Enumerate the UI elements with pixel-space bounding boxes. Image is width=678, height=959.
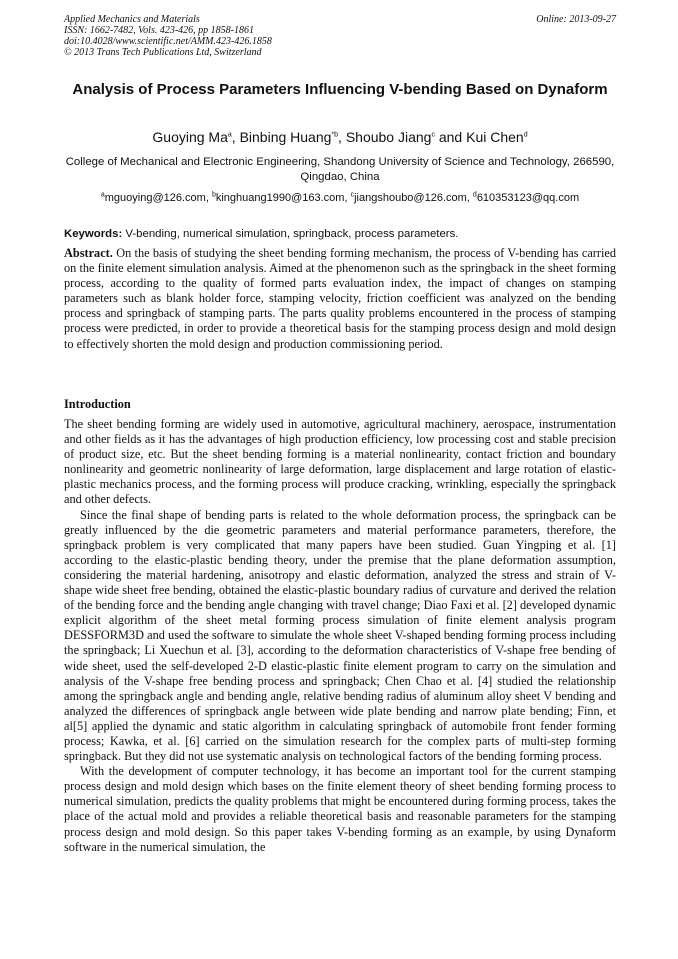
email-list: $^a$mguoying@126.com, $^b$kinghuang1990@163.com, $^c$jiangshoubo@126.com, $^d$610353123@qq.com (100, 191, 580, 204)
author-sup: d (523, 131, 528, 139)
email-address: jiangshoubo@126.com (354, 192, 467, 204)
author-list (64, 128, 616, 146)
email-sup: b (211, 191, 216, 199)
paragraph: Since the final shape of bending parts is related to the whole deformation process, the springback can be greatly influenced by the die geometric parameters and material performance parameters, therefore, the springback problem is very complicated that many papers have been studied. Guan Yingping et al. [1] according to the elastic-plastic bending theory, under the premise that the plane deformation assumption, considering the material hardening, anisotropy and elastic deformation, analyzed the stress and strain of V-shape wide sheet free bending, obtained the elastic-plastic boundary radius of curvature and derived the relation of the bending force and the bending angle changing with travel change; Diao Faxi et al. [2] developed dynamic explicit algorithm of the sheet metal forming process simulation of finite element analysis program DESSFORM3D and used the software to simulate the whole sheet V-shaped bending forming process including the springback; Li Xuechun et al. [3], according to the deformation characteristics of V-shape free bending of wide sheet, used the self-developed 2-D elastic-plastic finite element program to carry on the simulation and analysis of the V-shape free bending process and springback; Chen Chao et al. [4] studied the relationship among the springback angle and bending angle, relative bending radius of aluminum alloy sheet V bending and analyzed the differences of springback angle between wide plate bending and narrow plate bending; Finn, et al[5] applied the dynamic and static algorithm in calculating springback of automobile front fender forming process; Kawka, et al. [6] carried on the simulation research for the complex parts of multi-step forming springback. But they did not use systematic analysis on technological factors of the bending forming process. (64, 507, 616, 764)
journal-header (64, 14, 616, 58)
journal-copyright: © 2013 Trans Tech Publications Ltd, Switzerland (64, 47, 262, 58)
journal-doi: doi:10.4028/www.scientific.net/AMM.423-426.1858 (64, 36, 272, 47)
email-address: kinghuang1990@163.com (215, 192, 345, 204)
email-address: mguoying@126.com (104, 192, 206, 204)
online-date: Online: 2013-09-27 (536, 14, 616, 25)
paper-title: Analysis of Process Parameters Influencing V-bending Based on Dynaform (72, 81, 608, 98)
journal-issn: ISSN: 1662-7482, Vols. 423-426, pp 1858-1861 (64, 25, 254, 36)
keywords-label: Keywords: (64, 228, 123, 240)
abstract-label: Abstract. (64, 246, 113, 260)
affiliation: College of Mechanical and Electronic Engineering, Shandong University of Science and Technology, 266590, Qingdao, China (65, 156, 615, 183)
paragraph: With the development of computer technology, it has become an important tool for the current stamping process design and mold design which bases on the finite element theory of sheet bending forming process to numerical simulation, predicts the quality problems that might be encountered during forming process, takes the place of the actual mold and provides a reliable theoretical basis and reasonable parameters for the stamping process design and mold design. So this paper takes V-bending forming as an example, by using Dynaform software in the numerical simulation, the (64, 764, 616, 854)
author-sup: *b (331, 131, 339, 139)
author-name: Kui Chen (466, 129, 524, 145)
author-name: Binbing Huang (239, 129, 332, 145)
section-heading-introduction: Introduction (64, 397, 131, 411)
abstract (64, 246, 616, 352)
author-separator: , (231, 129, 240, 145)
introduction-body (64, 417, 616, 855)
author-sup: a (227, 131, 232, 139)
email-sup: c (350, 191, 355, 199)
email-sup: d (472, 191, 477, 199)
abstract-text: On the basis of studying the sheet bending forming mechanism, the process of V-bending has carried on the finite element simulation analysis. Aimed at the phenomenon such as the springback in the sheet forming process, according to the quality of formed parts evaluation index, the impact of changes on stamping parameters such as blank holder force, stamping velocity, friction coefficient was analyzed on the bending process and springback of stamping parts. The parts quality problems encountered in the process of stamping process were predicted, in order to provide a theoretical basis for the stamping process design and mold design to effectively shorten the mold design and production commissioning period. (64, 246, 616, 351)
email-address: 610353123@qq.com (476, 192, 580, 204)
paragraph: The sheet bending forming are widely used in automotive, agricultural machinery, aerospace, instrumentation and other fields as it has the advantages of high production efficiency, low processing cost and stable precision of product size, etc. But the sheet bending forming is a material nonlinearity, contact friction and boundary nonlinearity and geometric nonlinearity of large deformation, large displacement and large rotation of elastic-plastic mechanics process, and the forming process will produce cracking, wrinkling, especially the springback and other defects. (64, 417, 616, 507)
email-sup: a (100, 191, 105, 199)
journal-name: Applied Mechanics and Materials (64, 14, 200, 25)
keywords-text: V-bending, numerical simulation, springback, process parameters. (125, 228, 459, 240)
author-separator: , (338, 129, 346, 145)
author-name: Guoying Ma (152, 129, 228, 145)
author-separator: and (434, 129, 467, 145)
author-name: Shoubo Jiang (345, 129, 432, 145)
author-sup: c (431, 131, 435, 139)
keywords (64, 227, 616, 241)
